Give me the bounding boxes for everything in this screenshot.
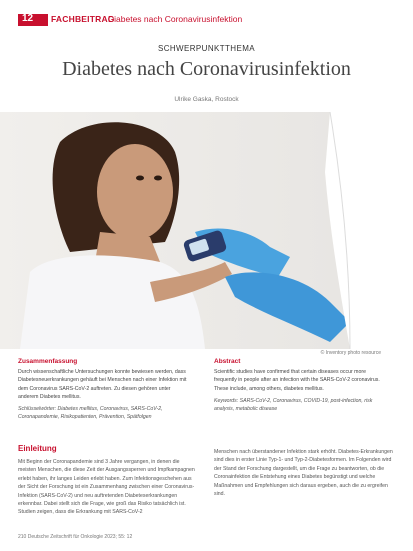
intro-left-column: Mit Beginn der Coronapandemie sind 3 Jahre vergangen, in denen die meisten Menschen, die diese Zeit der Ausgangssperren und Impfkampagnen erlebt haben, ihr langes Leiden erlebt haben. Zum Infektionsgeschehen aus der Sicht der Forschung ist ein Zusammenhang zwischen einer Coronavirus-Infektion (SARS-CoV-2) und neu auftretenden Diabeteserkrankungen erkennbar. Dabei stellt sich die Frage, wie groß das Risiko tatsächlich ist. Studien zeigen, dass die Erkrankung mit SARS-CoV-2 [18,459,195,516]
abstract-english [214,358,384,419]
abstract-keywords: Keywords: SARS-CoV-2, Coronavirus, COVID-19, post-infection, risk analysis, metabolic disease [214,397,373,413]
article-photo [0,112,413,349]
photo-credit: © Inventory photo resource [320,350,381,356]
photo-illustration [0,112,413,349]
abstract-heading: Abstract [214,358,241,365]
summary-text: Durch wissenschaftliche Untersuchungen konnte bewiesen werden, dass Diabetesneuerkrankungen gehäuft bei Menschen nach einer Infektion mit dem Coronavirus SARS-CoV-2 auftreten. Zu diesen gehören unter anderem Diabetes mellitus. [18,369,187,400]
page-number: 12 [22,13,34,24]
article-title: Diabetes nach Coronavirusinfektion [62,58,351,80]
intro-heading: Einleitung [18,444,57,453]
summary-heading: Zusammenfassung [18,358,78,365]
intro-right-column: Menschen nach überstandener Infektion stark erhöht. Diabetes-Erkrankungen sind dies in erster Linie Typ-1- und Typ-2-Diabetesformen. Im Folgenden wird der Stand der Forschung dargestellt, um die Frage zu beantworten, ob die Coronainfektion die Entstehung eines Diabetes begünstigt und welche Maßnahmen und Empfehlungen sich daraus ergeben, auch die zu ergreifen sind. [214,449,393,498]
article-author: Ulrike Gaska, Rostock [174,96,239,103]
section-label: FACHBEITRAG [51,14,115,24]
section-subtitle: Diabetes nach Coronavirusinfektion [108,14,243,24]
abstract-text: Scientific studies have confirmed that certain diseases occur more frequently in people after an infection with the SARS-CoV-2 coronavirus. These include, among others, diabetes mellitus. [214,369,380,392]
summary-keywords: Schlüsselwörter: Diabetes mellitus, Coronavirus, SARS-CoV-2, Coronapandemie, Risikopatienten, Prävention, Spätfolgen [18,406,163,421]
summary-german [18,358,188,427]
page-header [0,0,413,28]
article-kicker: SCHWERPUNKTTHEMA [157,44,256,53]
page-footer: 210 Deutsche Zeitschrift für Onkologie 2023; 55: 12 [18,534,133,540]
